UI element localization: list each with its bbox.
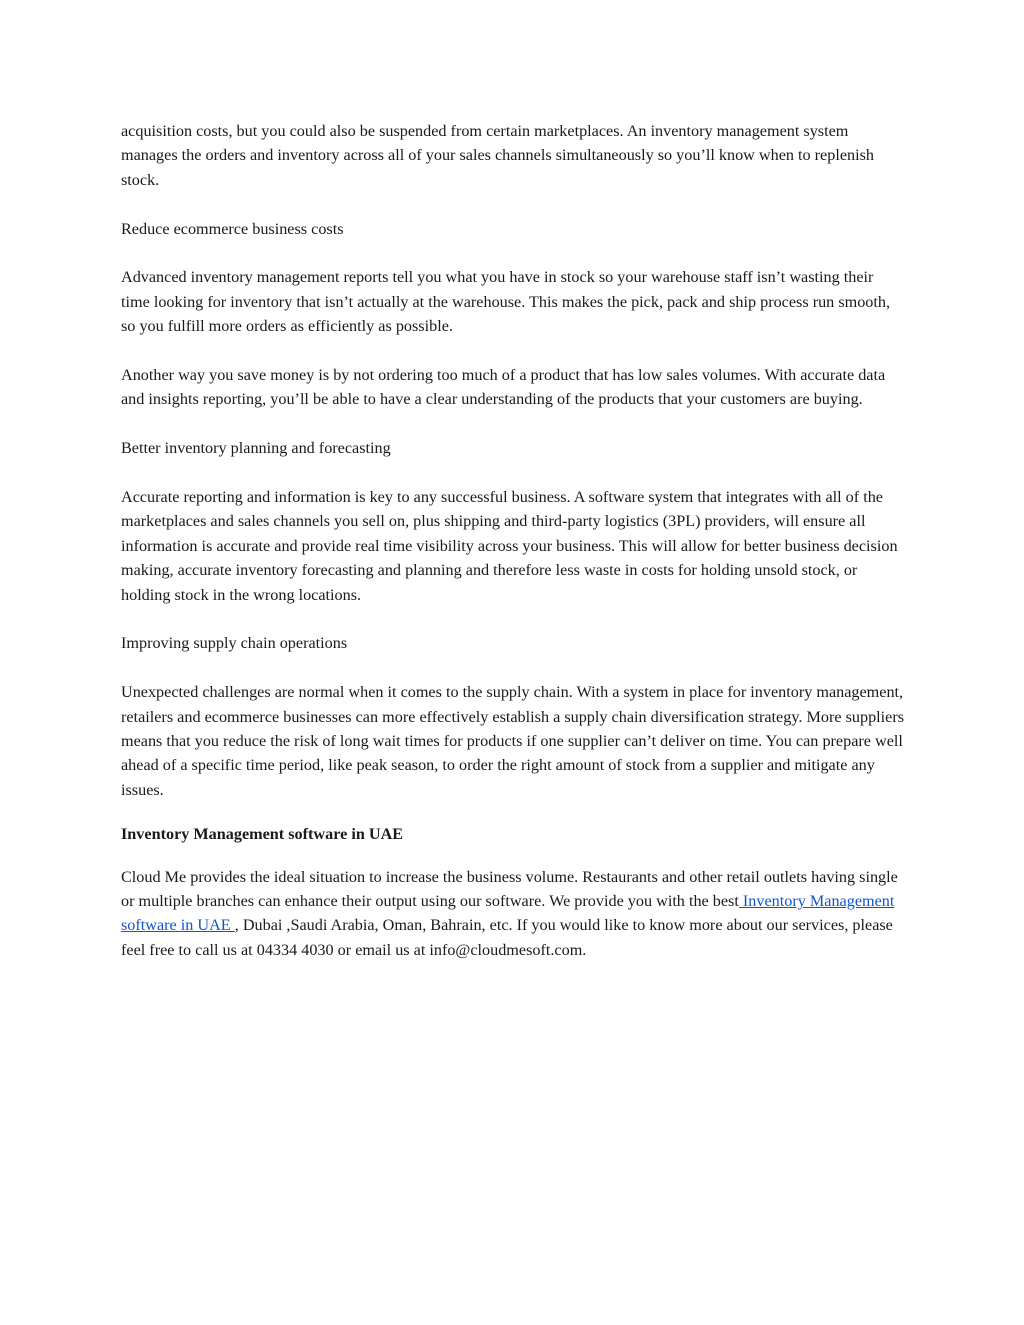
paragraph-unexpected-challenges: Unexpected challenges are normal when it comes to the supply chain. With a system in place for inventory management, retailers and ecommerce businesses can more effectively establish a supply chain diversification strategy. More suppliers means that you reduce the risk of long wait times for products if one supplier can’t deliver on time. You can prepare well ahead of a specific time period, like peak season, to order the right amount of stock from a supplier and mitigate any issues. <box>121 683 905 799</box>
closing-text-before-link: Cloud Me provides the ideal situation to increase the business volume. Restaurants and other retail outlets having single or multiple branches can enhance their output using our software. We provide you with the best <box>121 867 898 911</box>
closing-text-after-link: , Dubai ,Saudi Arabia, Oman, Bahrain, etc. If you would like to know more about our services, please feel free to call us at 04334 4030 or email us at info@cloudmesoft.com. <box>121 916 893 959</box>
subheading-planning-forecasting: Better inventory planning and forecasting <box>121 439 391 458</box>
subheading-reduce-costs: Reduce ecommerce business costs <box>121 219 344 238</box>
paragraph-cloud-me <box>121 865 906 963</box>
paragraph-save-money: Another way you save money is by not ordering too much of a product that has low sales volumes. With accurate data and insights reporting, you’ll be able to have a clear understanding of the products that your customers are buying. <box>121 366 886 409</box>
paragraph-acquisition-costs: acquisition costs, but you could also be suspended from certain marketplaces. An inventory management system manages the orders and inventory across all of your sales channels simultaneously so you’ll know when to replenish stock. <box>121 122 874 189</box>
paragraph-accurate-reporting: Accurate reporting and information is key to any successful business. A software system that integrates with all of the marketplaces and sales channels you sell on, plus shipping and third-party logistics (3PL) providers, will ensure all information is accurate and provide real time visibility across your business. This will allow for better business decision making, accurate inventory forecasting and planning and therefore less waste in costs for holding unsold stock, or holding stock in the wrong locations. <box>121 488 898 604</box>
paragraph-advanced-reports: Advanced inventory management reports tell you what you have in stock so your warehouse staff isn’t wasting their time looking for inventory that isn’t actually at the warehouse. This makes the pick, pack and ship process run smooth, so you fulfill more orders as efficiently as possible. <box>121 268 891 336</box>
inventory-software-link[interactable]: Inventory Management software in UAE <box>121 892 895 935</box>
document-page <box>121 119 906 987</box>
subheading-supply-chain: Improving supply chain operations <box>121 634 348 653</box>
section-heading-uae: Inventory Management software in UAE <box>121 825 404 844</box>
